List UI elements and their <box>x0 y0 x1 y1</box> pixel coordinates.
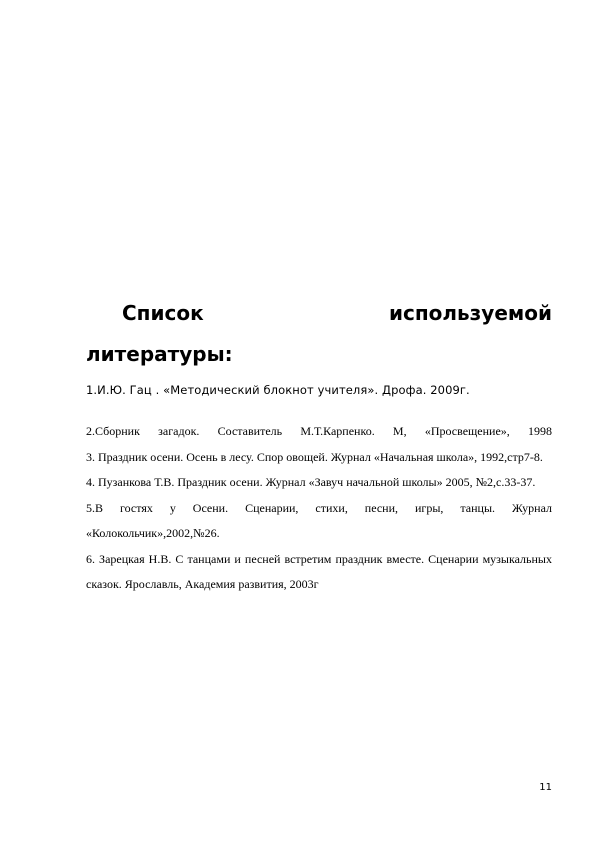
reference-item-6: 6. Зарецкая Н.В. С танцами и песней встретим праздник вместе. Сценарии музыкальных сказок. Ярославль, Академия развития, 2003г <box>86 551 552 591</box>
page-title <box>86 303 552 323</box>
page-number: 11 <box>539 782 552 793</box>
reference-item-4: 4. Пузанкова Т.В. Праздник осени. Журнал «Завуч начальной школы» 2005, №2,с.33-37. <box>86 475 536 489</box>
reference-list <box>86 419 552 598</box>
page-title-continued <box>86 344 552 364</box>
title-word-2: используемой <box>388 301 552 325</box>
reference-item-2: 2.Сборник загадок. Составитель М.Т.Карпенко. М, «Просвещение», 1998 <box>86 424 552 438</box>
title-word-3: литературы: <box>86 342 233 366</box>
reference-item-3: 3. Праздник осени. Осень в лесу. Спор овощей. Журнал «Начальная школа», 1992,стр7-8. <box>86 449 543 464</box>
title-word-1: Список <box>122 301 204 325</box>
reference-item-5: 5.В гостях у Осени. Сценарии, стихи, песни, игры, танцы. Журнал «Колокольчик»,2002,№26. <box>86 500 552 540</box>
reference-item-1: 1.И.Ю. Гац . «Методический блокнот учителя». Дрофа. 2009г. <box>86 383 470 397</box>
